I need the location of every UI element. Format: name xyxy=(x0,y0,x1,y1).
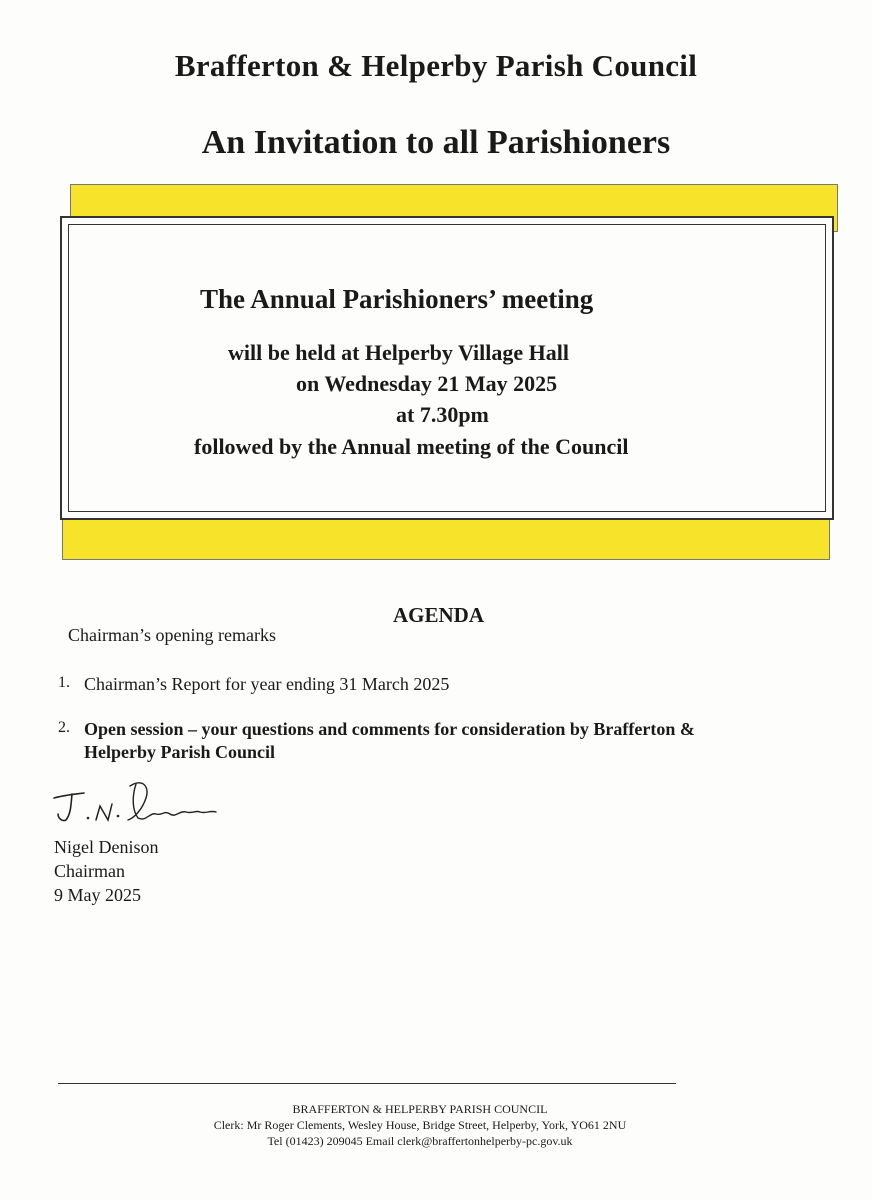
agenda-item-text-cont: Helperby Parish Council xyxy=(84,742,276,762)
invitation-heading: An Invitation to all Parishioners xyxy=(201,124,671,161)
meeting-venue: will be held at Helperby Village Hall xyxy=(228,340,569,365)
meeting-box xyxy=(60,216,834,520)
meeting-date: on Wednesday 21 May 2025 xyxy=(296,371,558,396)
agenda-opening: Chairman’s opening remarks xyxy=(68,625,276,645)
agenda-item-text: Open session – your questions and comments for consideration by Brafferton & xyxy=(84,719,695,739)
footer-clerk: Clerk: Mr Roger Clements, Wesley House, Bridge Street, Helperby, York, YO61 2NU xyxy=(213,1118,627,1132)
footer-contact: Tel (01423) 209045 Email clerk@braffertonhelperby-pc.gov.uk xyxy=(267,1134,573,1148)
agenda-item-number: 1. xyxy=(58,674,70,691)
signature-date: 9 May 2025 xyxy=(54,885,141,905)
agenda-item-text: Chairman’s Report for year ending 31 March 2025 xyxy=(84,674,450,694)
agenda-heading: AGENDA xyxy=(393,603,485,627)
agenda-item-number: 2. xyxy=(58,719,70,736)
meeting-time: at 7.30pm xyxy=(396,402,489,427)
council-title: Brafferton & Helperby Parish Council xyxy=(174,48,698,83)
meeting-title: The Annual Parishioners’ meeting xyxy=(200,284,594,314)
footer-divider xyxy=(58,1083,676,1084)
signatory-name: Nigel Denison xyxy=(54,837,159,857)
meeting-followup: followed by the Annual meeting of the Council xyxy=(194,434,629,459)
footer-org: BRAFFERTON & HELPERBY PARISH COUNCIL xyxy=(292,1102,548,1116)
chairman-signature xyxy=(50,776,220,834)
signatory-role: Chairman xyxy=(54,861,125,881)
